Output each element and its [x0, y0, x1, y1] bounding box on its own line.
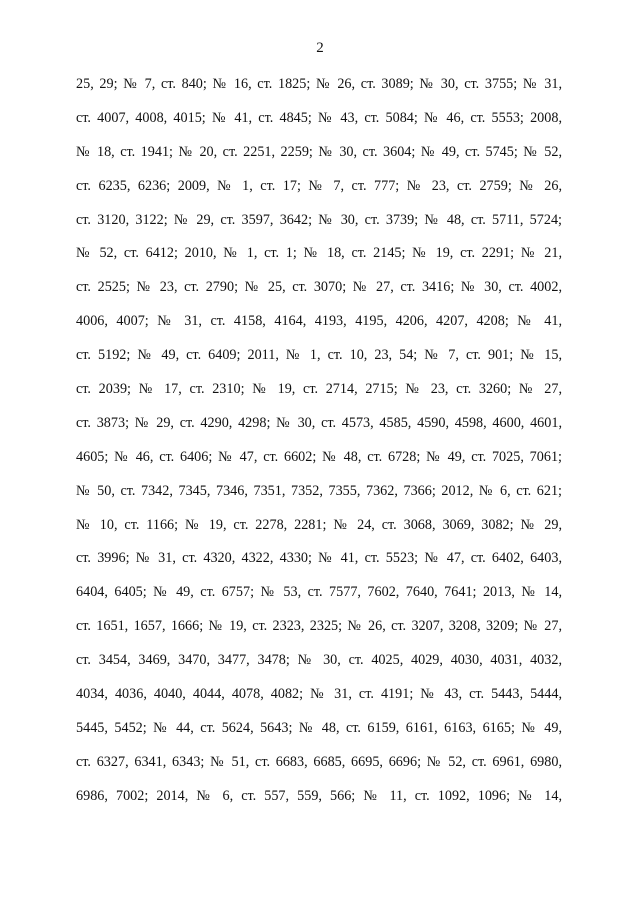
text-line: № 52, ст. 6412; 2010, № 1, ст. 1; № 18, ст. 2145; № 19, ст. 2291; № 21, [76, 245, 562, 262]
text-line: 6404, 6405; № 49, ст. 6757; № 53, ст. 7577, 7602, 7640, 7641; 2013, № 14, [76, 584, 562, 601]
text-line: № 50, ст. 7342, 7345, 7346, 7351, 7352, 7355, 7362, 7366; 2012, № 6, ст. 621; [76, 482, 562, 499]
text-line: 6986, 7002; 2014, № 6, ст. 557, 559, 566; № 11, ст. 1092, 1096; № 14, [76, 787, 562, 804]
document-body [76, 73, 562, 819]
text-line: 4006, 4007; № 31, ст. 4158, 4164, 4193, 4195, 4206, 4207, 4208; № 41, [76, 313, 562, 330]
text-line: № 18, ст. 1941; № 20, ст. 2251, 2259; № 30, ст. 3604; № 49, ст. 5745; № 52, [76, 143, 562, 160]
text-line: ст. 1651, 1657, 1666; № 19, ст. 2323, 2325; № 26, ст. 3207, 3208, 3209; № 27, [76, 618, 562, 635]
text-line: ст. 3120, 3122; № 29, ст. 3597, 3642; № 30, ст. 3739; № 48, ст. 5711, 5724; [76, 211, 562, 228]
text-line: 4605; № 46, ст. 6406; № 47, ст. 6602; № 48, ст. 6728; № 49, ст. 7025, 7061; [76, 448, 562, 465]
text-line: ст. 6235, 6236; 2009, № 1, ст. 17; № 7, ст. 777; № 23, ст. 2759; № 26, [76, 177, 562, 194]
text-line: ст. 2039; № 17, ст. 2310; № 19, ст. 2714, 2715; № 23, ст. 3260; № 27, [76, 381, 562, 398]
text-line: 5445, 5452; № 44, ст. 5624, 5643; № 48, ст. 6159, 6161, 6163, 6165; № 49, [76, 719, 562, 736]
text-line: ст. 6327, 6341, 6343; № 51, ст. 6683, 6685, 6695, 6696; № 52, ст. 6961, 6980, [76, 753, 562, 770]
text-line: ст. 5192; № 49, ст. 6409; 2011, № 1, ст. 10, 23, 54; № 7, ст. 901; № 15, [76, 347, 562, 364]
text-line: ст. 3873; № 29, ст. 4290, 4298; № 30, ст. 4573, 4585, 4590, 4598, 4600, 4601, [76, 414, 562, 431]
text-line: № 10, ст. 1166; № 19, ст. 2278, 2281; № 24, ст. 3068, 3069, 3082; № 29, [76, 516, 562, 533]
text-line: ст. 3454, 3469, 3470, 3477, 3478; № 30, ст. 4025, 4029, 4030, 4031, 4032, [76, 652, 562, 669]
page-number: 2 [316, 40, 324, 56]
text-line: 25, 29; № 7, ст. 840; № 16, ст. 1825; № 26, ст. 3089; № 30, ст. 3755; № 31, [76, 76, 562, 92]
text-line: ст. 3996; № 31, ст. 4320, 4322, 4330; № 41, ст. 5523; № 47, ст. 6402, 6403, [76, 550, 562, 567]
text-line: ст. 2525; № 23, ст. 2790; № 25, ст. 3070; № 27, ст. 3416; № 30, ст. 4002, [76, 279, 562, 296]
text-line: 4034, 4036, 4040, 4044, 4078, 4082; № 31, ст. 4191; № 43, ст. 5443, 5444, [76, 686, 562, 703]
text-line: ст. 4007, 4008, 4015; № 41, ст. 4845; № 43, ст. 5084; № 46, ст. 5553; 2008, [76, 109, 562, 126]
